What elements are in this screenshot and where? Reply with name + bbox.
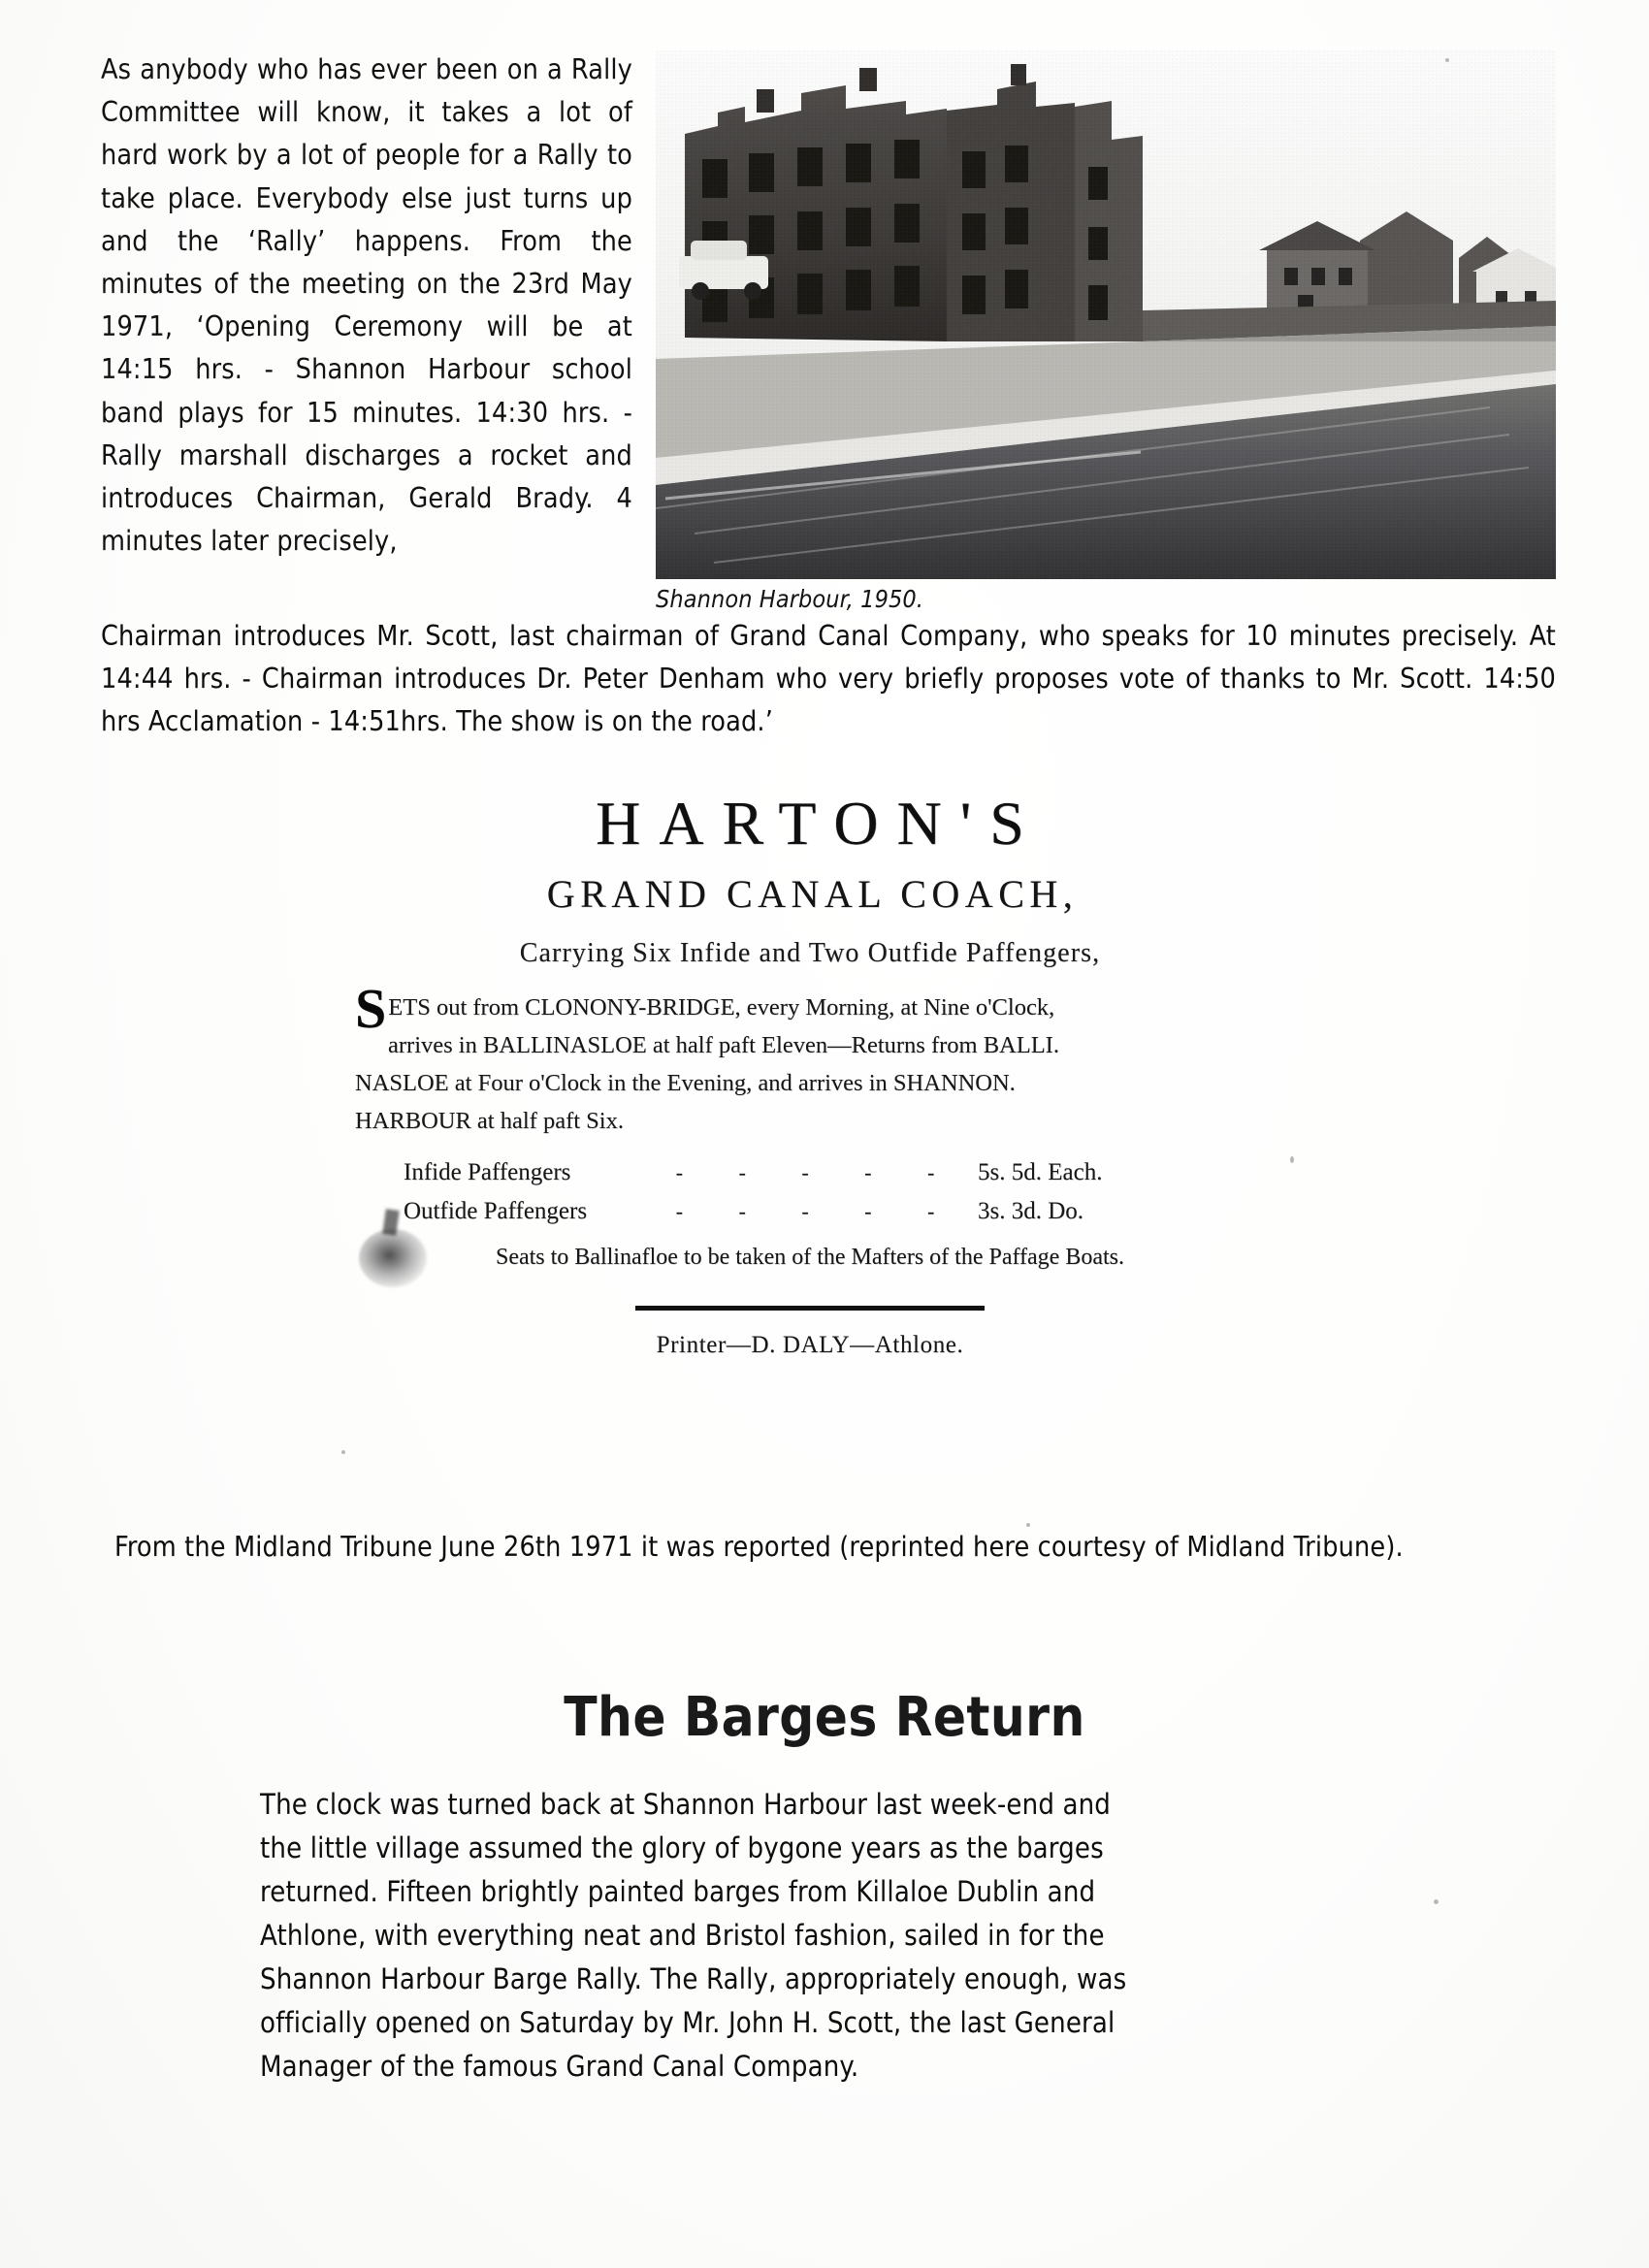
handbill-title: HARTON'S	[596, 789, 1043, 858]
photo-with-caption	[656, 50, 1556, 613]
fare-row	[404, 1153, 1300, 1192]
scan-speck	[1434, 1899, 1439, 1904]
intro-paragraph-column: As anybody who has ever been on a Rally Committee will know, it takes a lot of hard work by a lot of people for a Rally to take place. Everybody else just turns up and the ‘Rally’ happens. From the minutes of the meeting on the 23rd May 1971, ‘Opening Ceremony will be at 14:15 hrs. - Shannon Harbour school band plays for 15 minutes. 14:30 hrs. - Rally marshall discharges a rocket and introduces Chairman, Gerald Brady. 4 minutes later precisely,	[101, 53, 632, 558]
photo-illustration	[656, 50, 1556, 579]
handbill-body	[320, 977, 1300, 1140]
handbill-divider-rule	[635, 1306, 985, 1311]
page-title: The Barges Return	[564, 1685, 1085, 1749]
handbill-subtitle: GRAND CANAL COACH,	[546, 872, 1079, 917]
handbill-capacity-line: Carrying Six Infide and Two Outfide Paffengers,	[519, 938, 1101, 969]
scan-speck	[1026, 1523, 1030, 1527]
fare-label: Outfide Paffengers	[404, 1198, 588, 1225]
fare-price: 3s. 3d. Do.	[978, 1198, 1084, 1225]
scan-speck	[1290, 1156, 1294, 1163]
handbill-body-line-2: arrives in BALLINASLOE at half paft Eleven—Returns from BALLI.	[388, 1032, 1059, 1059]
hartons-handbill	[320, 791, 1300, 1359]
handbill-body-line-4: HARBOUR at half paft Six.	[355, 1108, 624, 1135]
barges-article-body: The clock was turned back at Shannon Harbour last week-end and the little village assumed the glory of bygone years as the barges returned. Fifteen brightly painted barges from Killaloe Dublin and Athlone, with everything neat and Bristol fashion, sailed in for the Shannon Harbour Barge Rally. The Rally, appropriately enough, was officially opened on Saturday by Mr. John H. Scott, the last General Manager of the famous Grand Canal Company.	[260, 1788, 1127, 2083]
handbill-body-line-1	[355, 977, 1290, 1041]
ink-blot-smudge	[359, 1229, 427, 1287]
scan-speck	[341, 1450, 345, 1454]
handbill-printer-line: Printer—D. DALY—Athlone.	[656, 1332, 964, 1359]
intro-section	[101, 49, 1556, 744]
fare-price: 5s. 5d. Each.	[978, 1159, 1103, 1186]
scan-speck	[1445, 58, 1449, 62]
handbill-seats-note: Seats to Ballinafloe to be taken of the Mafters of the Paffage Boats.	[495, 1245, 1125, 1271]
fare-row	[404, 1192, 1300, 1231]
handbill-body-line-1-text: ETS out from CLONONY-BRIDGE, every Morning, at Nine o'Clock,	[388, 994, 1055, 1021]
handbill-dropcap: S	[355, 977, 387, 1041]
tribune-attribution: From the Midland Tribune June 26th 1971 it was reported (reprinted here courtesy of Midland Tribune).	[114, 1531, 1404, 1563]
handbill-body-line-3: NASLOE at Four o'Clock in the Evening, and arrives in SHANNON.	[355, 1070, 1016, 1097]
photo-caption: Shannon Harbour, 1950.	[656, 585, 924, 613]
fare-leader-dots: - - - - -	[675, 1160, 960, 1185]
fare-label: Infide Paffengers	[404, 1159, 571, 1186]
shannon-harbour-photo	[656, 50, 1556, 579]
fare-leader-dots: - - - - -	[675, 1199, 960, 1224]
handbill-fare-table	[320, 1153, 1300, 1231]
intro-paragraph-continued: Chairman introduces Mr. Scott, last chairman of Grand Canal Company, who speaks for 10 minutes precisely. At 14:44 hrs. - Chairman introduces Dr. Peter Denham who very briefly proposes vote of thanks to Mr. Scott. 14:50 hrs Acclamation - 14:51hrs. The show is on the road.’	[101, 620, 1556, 738]
